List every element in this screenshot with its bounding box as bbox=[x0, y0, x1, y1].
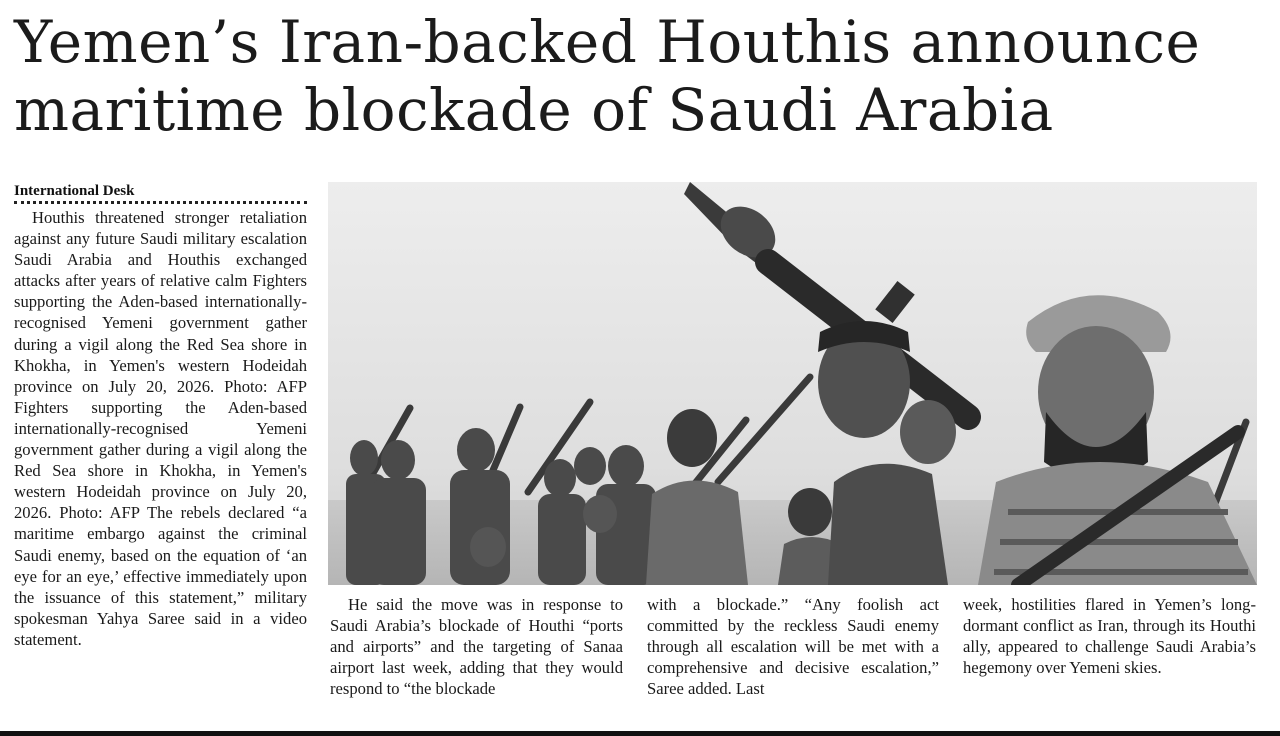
fighters-photo-illustration bbox=[328, 182, 1257, 585]
dotted-divider bbox=[14, 201, 307, 204]
article-column-3: with a blockade.” “Any foolish act committed by the reckless Saudi enemy through all escalation will be met with a comprehensive and decisive escalation,” Saree added. Last bbox=[647, 595, 939, 699]
bottom-rule bbox=[0, 731, 1280, 736]
headline: Yemen’s Iran-backed Houthis announce maritime blockade of Saudi Arabia bbox=[14, 8, 1201, 144]
article-column-4: week, hostilities flared in Yemen’s long-dormant conflict as Iran, through its Houthi ally, appeared to challenge Saudi Arabia’s hegemony over Yemeni skies. bbox=[963, 595, 1256, 678]
article-column-2: He said the move was in response to Saudi Arabia’s blockade of Houthi “ports and airports” and the targeting of Sanaa airport last week, adding that they would respond to “the blockade bbox=[330, 595, 623, 699]
news-photo bbox=[328, 182, 1257, 585]
section-label: International Desk bbox=[14, 183, 135, 199]
article-column-1: Houthis threatened stronger retaliation against any future Saudi military escalation Saudi Arabia and Houthis exchanged attacks after years of relative calm Fighters supporting the Aden-based internationally-recognised Yemeni government gather during a vigil along the Red Sea shore in Khokha, in Yemen's western Hodeidah province on July 20, 2026. Photo: AFP Fighters supporting the Aden-based internationally-recognised Yemeni government gather during a vigil along the Red Sea shore in Khokha, in Yemen's western Hodeidah province on July 20, 2026. Photo: AFP The rebels declared “a maritime embargo against the criminal Saudi enemy, based on the equation of ‘an eye for an eye,’ effective immediately upon the issuance of this statement,” military spokesman Yahya Saree said in a video statement. bbox=[14, 208, 307, 649]
